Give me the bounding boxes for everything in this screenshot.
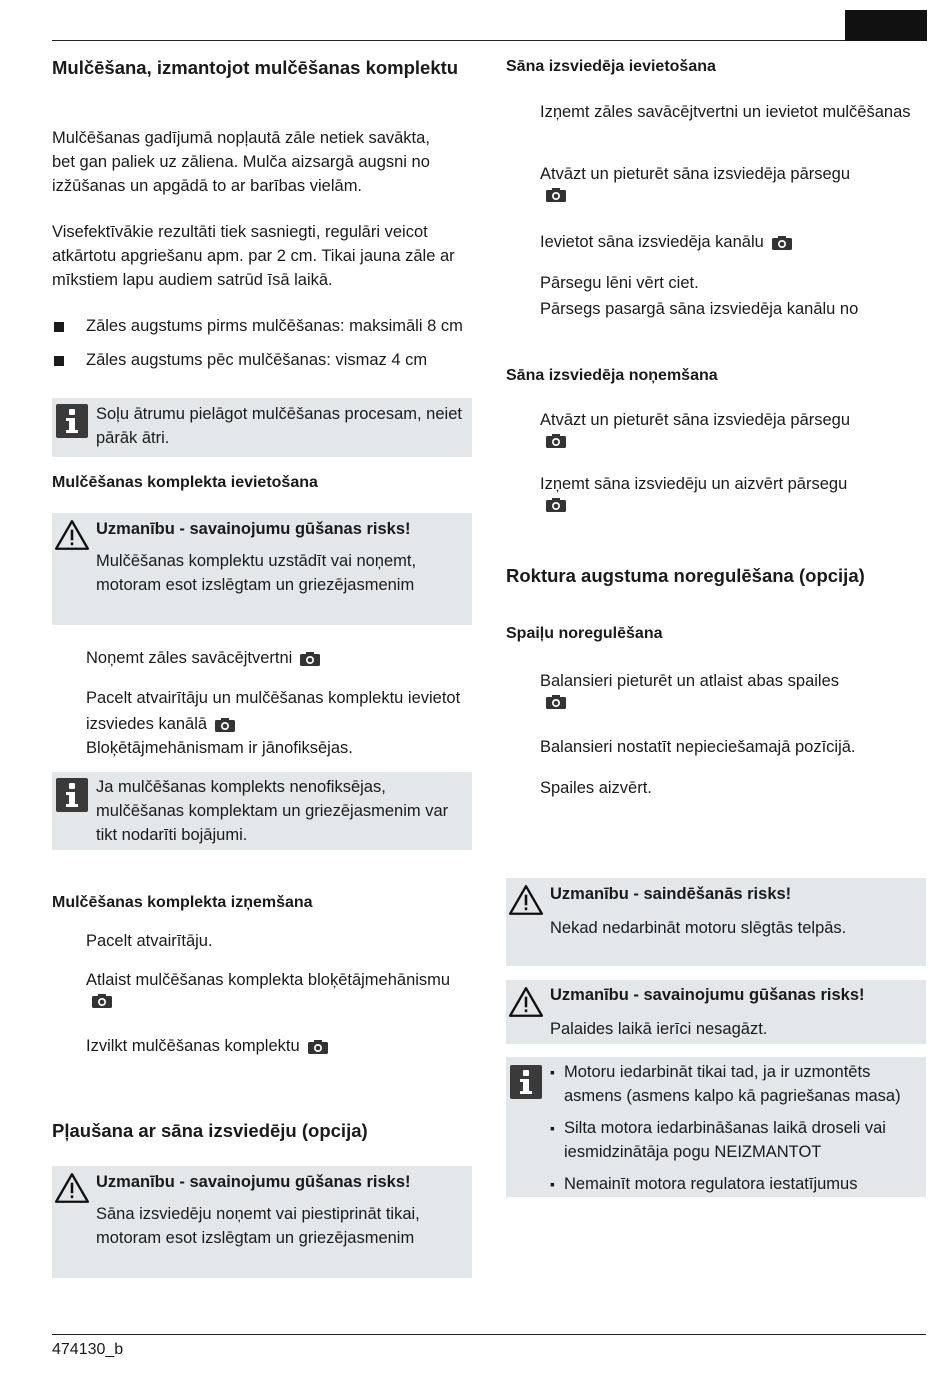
step-open-cover-2 [540, 408, 940, 448]
list-item: Zāles augstums pēc mulčēšanas: vismaz 4 cm [52, 348, 482, 372]
list-item: ▪ Nemainīt motora regulatora iestatījumus [550, 1172, 914, 1196]
header-rule [52, 40, 926, 41]
section-title-side-discharge: Pļaušana ar sāna izsviedēju (opcija) [52, 1120, 368, 1141]
paragraph-mulching-intro: Mulčēšanas gadījumā nopļautā zāle netiek savākta, bet gan paliek uz zāliena. Mulča aizsargā augsni no izžūšanas un apgādā to ar barības vielām. [52, 129, 430, 195]
step-lock-note: Bloķētājmehānismam ir jānofiksējas. [86, 739, 353, 757]
paragraph-mulching-results: Visefektīvākie rezultāti tiek sasniegti, regulāri veicot atkārtotu apgriešanu apm. par 2 cm. Tikai jauna zāle ar mīkstiem lapu audiem satrūd īsā laikā. [52, 223, 455, 289]
step-text: Balansieri pieturēt un atlaist abas spailes [540, 672, 840, 690]
step-release-lock [86, 968, 476, 1008]
info-box-walking-speed [52, 398, 472, 457]
header-tab-marker [845, 10, 927, 41]
warning-icon [508, 884, 544, 923]
section-title-mulching: Mulčēšana, izmantojot mulčēšanas komplektu [52, 57, 459, 78]
step-open-cover [540, 162, 940, 202]
step-text: Atlaist mulčēšanas komplekta bloķētājmehānismu [86, 971, 451, 989]
step-text: Noņemt zāles savācējtvertni [86, 649, 293, 667]
step-insert-mulching-kit [86, 685, 476, 737]
subsection-title-remove-mulching-kit: Mulčēšanas komplekta izņemšana [52, 894, 313, 911]
subsection-title-insert-side-discharge: Sāna izsviedēja ievietošana [506, 58, 716, 75]
warning-box-poisoning [506, 878, 926, 966]
step-insert-channel [540, 230, 792, 254]
warning-title: Uzmanību - savainojumu gūšanas risks! [550, 986, 865, 1004]
step-text: Pārsegs pasargā sāna izsviedēja kanālu no [540, 300, 859, 318]
subsection-title-insert-mulching-kit: Mulčēšanas komplekta ievietošana [52, 474, 318, 491]
footer-rule [52, 1334, 926, 1335]
camera-icon [772, 236, 792, 250]
camera-icon [92, 994, 112, 1008]
step-lift-deflector: Pacelt atvairītāju. [86, 932, 213, 950]
info-box-lock-warning [52, 772, 472, 850]
step-close-clamps: Spailes aizvērt. [540, 779, 652, 797]
list-item: ▪ Silta motora iedarbināšanas laikā droseli vai iesmidzinātāja pogu NEIZMANTOT [550, 1116, 914, 1164]
warning-text: Sāna izsviedēju noņemt vai piestiprināt tikai, motoram esot izslēgtam un griezējasmenim [96, 1205, 420, 1247]
warning-title: Uzmanību - savainojumu gūšanas risks! [96, 520, 411, 538]
warning-text: Palaides laikā ierīci nesagāzt. [550, 1020, 768, 1038]
step-close-cover [540, 270, 940, 322]
step-remove-and-close [540, 472, 940, 512]
camera-icon [308, 1040, 328, 1054]
step-text: Atvāzt un pieturēt sāna izsviedēja pārsegu [540, 411, 851, 429]
document-code: 474130_b [52, 1341, 124, 1358]
list-item: ▪ Motoru iedarbināt tikai tad, ja ir uzmontēts asmens (asmens kalpo kā pagriešanas masa) [550, 1060, 914, 1108]
info-text: Soļu ātrumu pielāgot mulčēšanas procesam, neiet pārāk ātri. [96, 405, 462, 447]
info-text: Ja mulčēšanas komplekts nenofiksējas, mulčēšanas komplektam un griezējasmenim var tikt nodarīti bojājumi. [96, 778, 449, 844]
list-item: Zāles augstums pirms mulčēšanas: maksimāli 8 cm [52, 314, 482, 338]
info-icon [510, 1065, 542, 1099]
info-icon [56, 778, 88, 812]
step-text: Atvāzt un pieturēt sāna izsviedēja pārsegu [540, 165, 851, 183]
step-text: Pārsegu lēni vērt ciet. [540, 274, 699, 292]
warning-icon [54, 519, 90, 558]
warning-title: Uzmanību - savainojumu gūšanas risks! [96, 1173, 411, 1191]
info-box-engine-start [506, 1057, 926, 1197]
step-text: Izņemt sāna izsviedēju un aizvērt pārsegu [540, 475, 848, 493]
warning-icon [508, 986, 544, 1025]
step-remove-catcher-insert: Izņemt zāles savācējtvertni un ievietot mulčēšanas [540, 103, 911, 121]
camera-icon [546, 498, 566, 512]
camera-icon [546, 188, 566, 202]
warning-icon [54, 1172, 90, 1211]
step-remove-grass-catcher [86, 646, 320, 670]
subsection-title-clamp-adjust: Spaiļu noregulēšana [506, 625, 663, 642]
step-text: Izvilkt mulčēšanas komplektu [86, 1037, 300, 1055]
warning-box-injury-2 [52, 1166, 472, 1278]
step-set-position: Balansieri nostatīt nepieciešamajā pozīcijā. [540, 738, 856, 756]
warning-text: Mulčēšanas komplektu uzstādīt vai noņemt, motoram esot izslēgtam un griezējasmenim [96, 552, 417, 594]
camera-icon [546, 695, 566, 709]
step-text: Ievietot sāna izsviedēja kanālu [540, 233, 764, 251]
grass-height-list [52, 314, 482, 372]
section-title-handle-height: Roktura augstuma noregulēšana (opcija) [506, 565, 865, 586]
step-pull-out-kit [86, 1034, 328, 1058]
step-hold-rocker [540, 669, 940, 709]
info-icon [56, 404, 88, 438]
warning-box-injury-1 [52, 513, 472, 625]
engine-start-list [550, 1060, 914, 1204]
camera-icon [215, 718, 235, 732]
camera-icon [300, 652, 320, 666]
subsection-title-remove-side-discharge: Sāna izsviedēja noņemšana [506, 367, 718, 384]
warning-title: Uzmanību - saindēšanās risks! [550, 885, 792, 903]
warning-text: Nekad nedarbināt motoru slēgtās telpās. [550, 919, 847, 937]
camera-icon [546, 434, 566, 448]
warning-box-injury-3 [506, 980, 926, 1044]
step-text: Pacelt atvairītāju un mulčēšanas komplektu ievietot izsviedes kanālā [86, 689, 461, 733]
